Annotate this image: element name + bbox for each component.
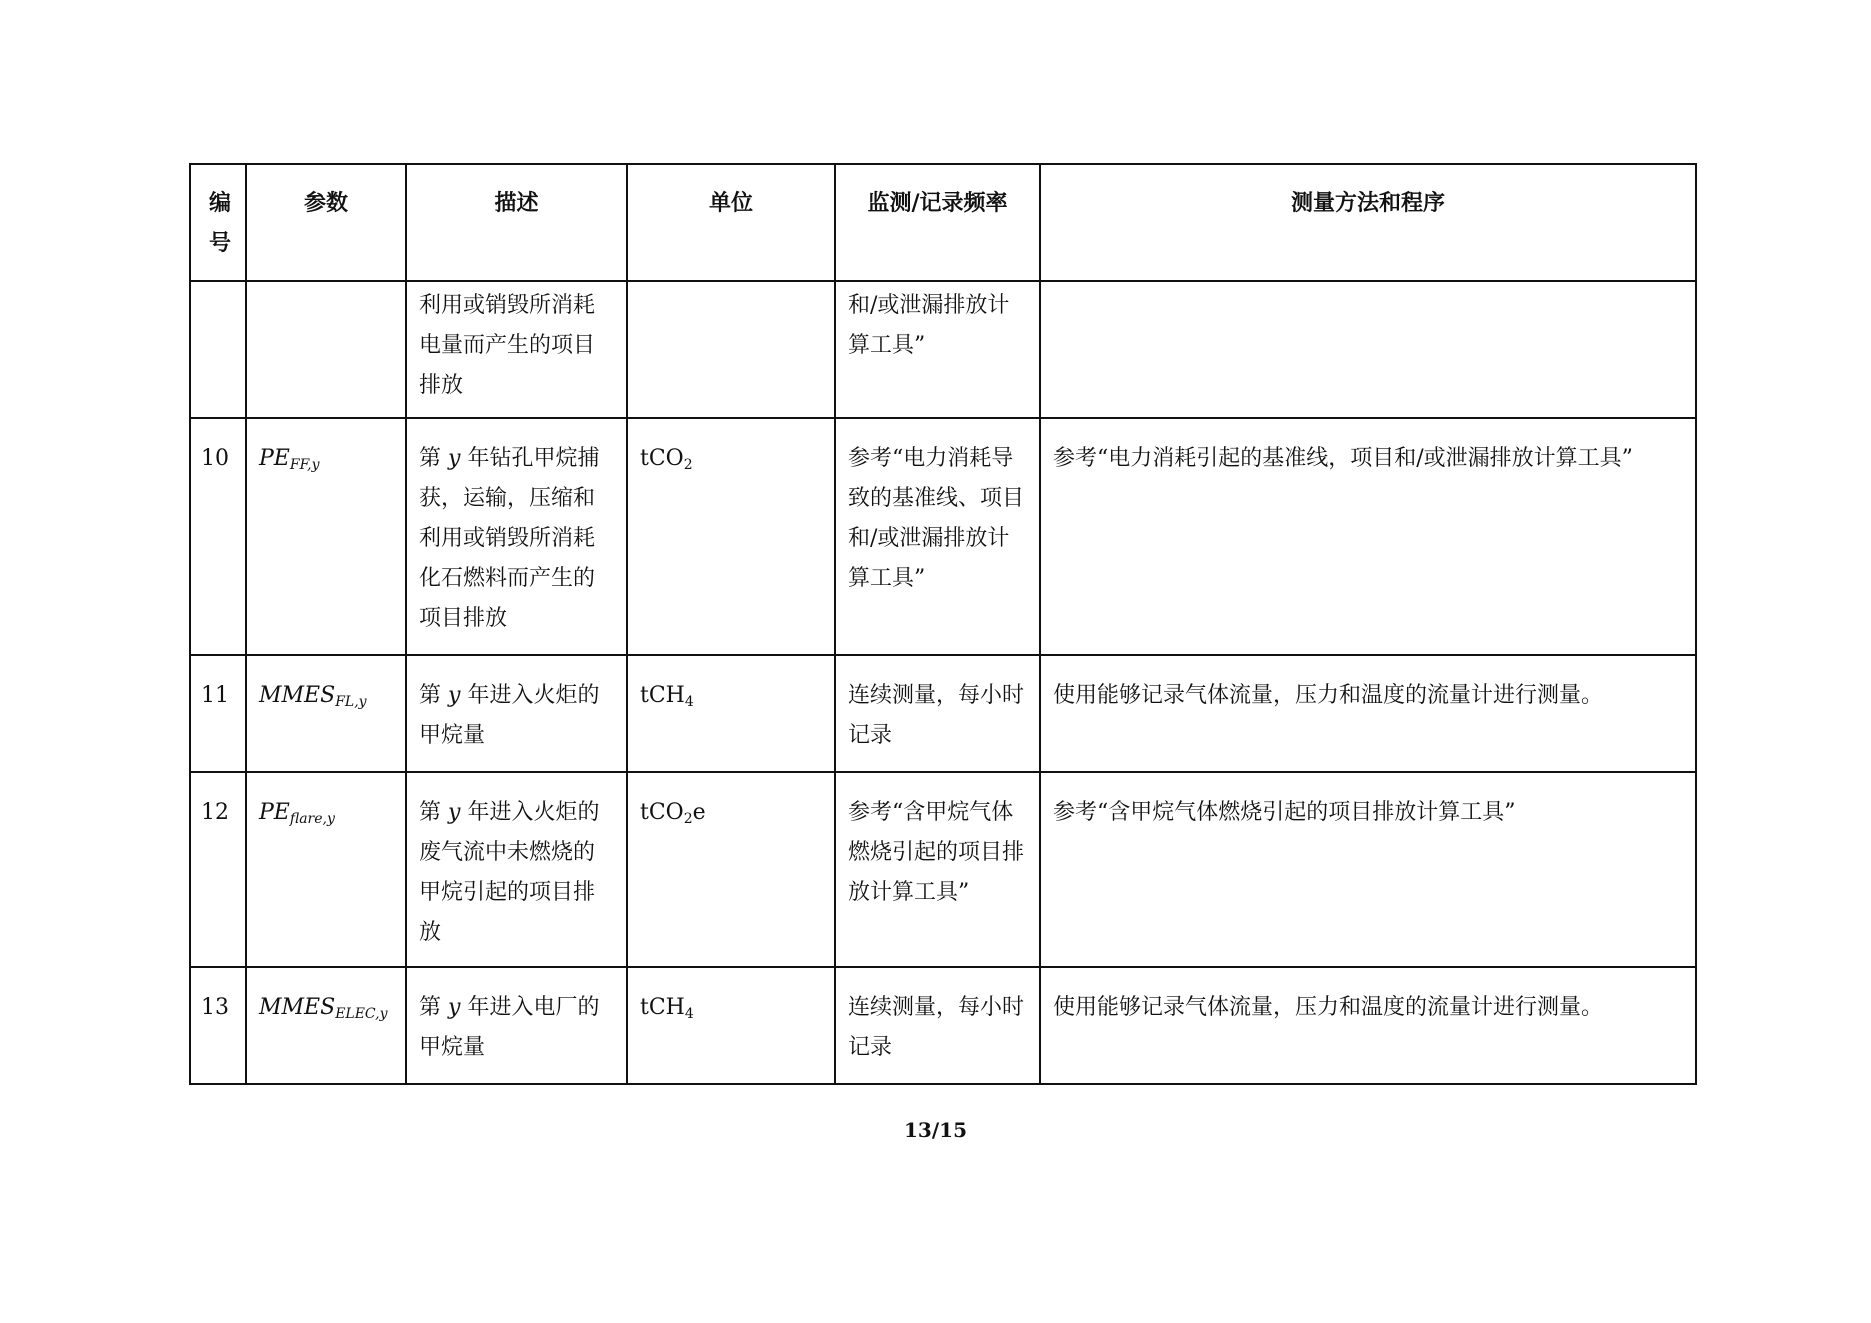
continuation-row — [190, 281, 1696, 418]
cell-parameter — [246, 967, 406, 1084]
cell-frequency: 连续测量，每小时记录 — [835, 655, 1040, 772]
cell-parameter — [246, 281, 406, 418]
cell-unit — [627, 281, 835, 418]
cell-unit: tCO$_2$ — [627, 418, 835, 655]
cell-method: 使用能够记录气体流量，压力和温度的流量计进行测量。 — [1040, 967, 1696, 1084]
cell-unit: tCH$_4$ — [627, 655, 835, 772]
cell-description: 利用或销毁所消耗电量而产生的项目排放 — [406, 281, 627, 418]
table-row — [190, 655, 1696, 772]
cell-parameter — [246, 772, 406, 967]
cell-frequency: 参考“含甲烷气体燃烧引起的项目排放计算工具” — [835, 772, 1040, 967]
cell-method — [1040, 281, 1696, 418]
param-symbol: $PE_{flare,y}$ — [259, 800, 335, 827]
header-number: 编号 — [190, 164, 246, 281]
param-symbol: $MMES_{ELEC,y}$ — [259, 995, 388, 1022]
header-description: 描述 — [406, 164, 627, 281]
table-row — [190, 772, 1696, 967]
header-frequency: 监测/记录频率 — [835, 164, 1040, 281]
cell-description: 第 y 年进入火炬的甲烷量 — [406, 655, 627, 772]
param-symbol: $MMES_{FL,y}$ — [259, 683, 367, 710]
cell-parameter — [246, 655, 406, 772]
header-parameter: 参数 — [246, 164, 406, 281]
cell-method: 参考“含甲烷气体燃烧引起的项目排放计算工具” — [1040, 772, 1696, 967]
cell-number: 10 — [190, 418, 246, 655]
cell-number — [190, 281, 246, 418]
cell-number: 13 — [190, 967, 246, 1084]
cell-frequency: 和/或泄漏排放计算工具” — [835, 281, 1040, 418]
header-unit: 单位 — [627, 164, 835, 281]
cell-parameter — [246, 418, 406, 655]
cell-unit: tCO$_2$e — [627, 772, 835, 967]
cell-unit: tCH$_4$ — [627, 967, 835, 1084]
cell-frequency: 连续测量，每小时记录 — [835, 967, 1040, 1084]
cell-number: 12 — [190, 772, 246, 967]
header-row — [190, 164, 1696, 281]
cell-description: 第 y 年进入火炬的废气流中未燃烧的甲烷引起的项目排放 — [406, 772, 627, 967]
cell-number: 11 — [190, 655, 246, 772]
header-method: 测量方法和程序 — [1040, 164, 1696, 281]
cell-method: 参考“电力消耗引起的基准线，项目和/或泄漏排放计算工具” — [1040, 418, 1696, 655]
cell-frequency: 参考“电力消耗导致的基准线、项目和/或泄漏排放计算工具” — [835, 418, 1040, 655]
cell-method: 使用能够记录气体流量，压力和温度的流量计进行测量。 — [1040, 655, 1696, 772]
monitoring-parameter-table — [189, 163, 1697, 1085]
param-symbol: $PE_{FF,y}$ — [259, 446, 320, 473]
cell-description: 第 y 年进入电厂的甲烷量 — [406, 967, 627, 1084]
table-row — [190, 967, 1696, 1084]
table-row — [190, 418, 1696, 655]
page-number: 13/15 — [904, 1118, 967, 1142]
cell-description: 第 y 年钻孔甲烷捕获，运输，压缩和利用或销毁所消耗化石燃料而产生的项目排放 — [406, 418, 627, 655]
